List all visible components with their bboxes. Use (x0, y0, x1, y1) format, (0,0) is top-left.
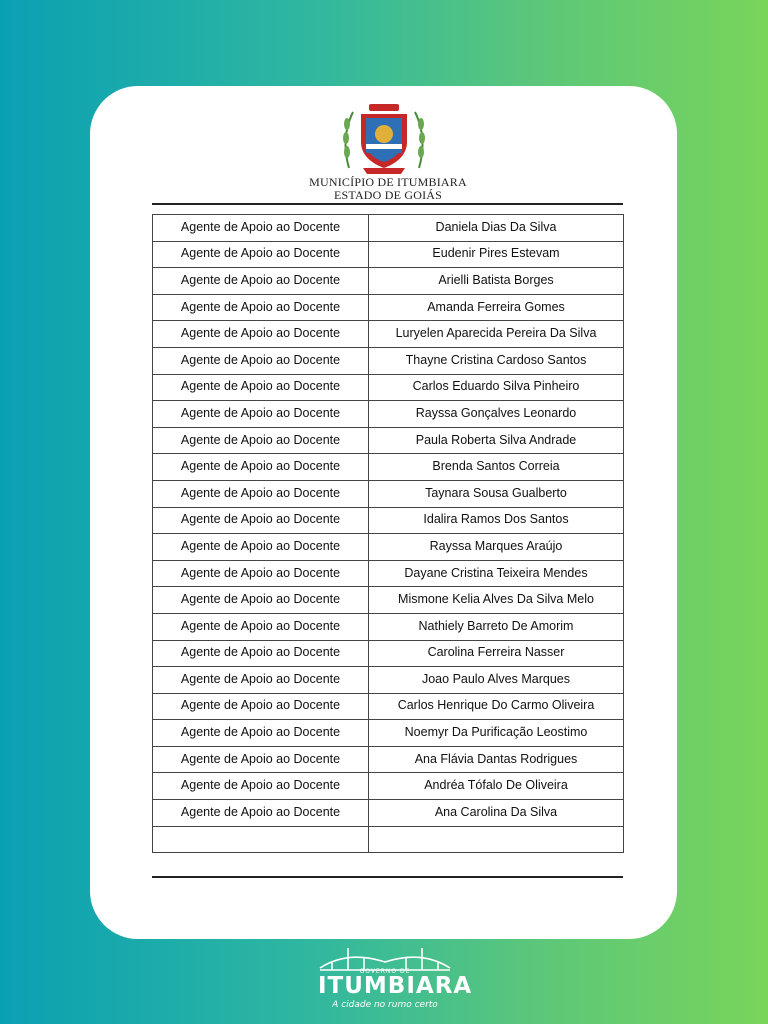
municipality-name: MUNICÍPIO DE ITUMBIARA (309, 175, 467, 189)
staff-table (152, 214, 624, 853)
role-cell: Agente de Apoio ao Docente (153, 560, 369, 587)
table-row (153, 401, 624, 428)
role-cell: Agente de Apoio ao Docente (153, 773, 369, 800)
empty-table-row (153, 826, 624, 852)
municipality-heading (152, 176, 624, 202)
table-row (153, 507, 624, 534)
table-row (153, 613, 624, 640)
role-cell: Agente de Apoio ao Docente (153, 480, 369, 507)
table-row (153, 534, 624, 561)
role-cell: Agente de Apoio ao Docente (153, 215, 369, 242)
role-cell: Agente de Apoio ao Docente (153, 587, 369, 614)
name-cell: Nathiely Barreto De Amorim (369, 613, 624, 640)
table-row (153, 427, 624, 454)
name-cell: Andréa Tófalo De Oliveira (369, 773, 624, 800)
name-cell: Eudenir Pires Estevam (369, 241, 624, 268)
footer-divider (152, 876, 623, 878)
name-cell: Paula Roberta Silva Andrade (369, 427, 624, 454)
empty-cell (369, 826, 624, 852)
name-cell: Luryelen Aparecida Pereira Da Silva (369, 321, 624, 348)
table-row (153, 241, 624, 268)
table-row (153, 693, 624, 720)
name-cell: Carlos Eduardo Silva Pinheiro (369, 374, 624, 401)
role-cell: Agente de Apoio ao Docente (153, 746, 369, 773)
name-cell: Noemyr Da Purificação Leostimo (369, 720, 624, 747)
table-row (153, 640, 624, 667)
table-row (153, 773, 624, 800)
table-row (153, 294, 624, 321)
role-cell: Agente de Apoio ao Docente (153, 800, 369, 827)
footer-top-text: GOVERNO DE (359, 968, 411, 975)
role-cell: Agente de Apoio ao Docente (153, 454, 369, 481)
table-row (153, 321, 624, 348)
name-cell: Rayssa Gonçalves Leonardo (369, 401, 624, 428)
name-cell: Rayssa Marques Araújo (369, 534, 624, 561)
table-row (153, 374, 624, 401)
table-row (153, 268, 624, 295)
name-cell: Idalira Ramos Dos Santos (369, 507, 624, 534)
name-cell: Joao Paulo Alves Marques (369, 667, 624, 694)
role-cell: Agente de Apoio ao Docente (153, 507, 369, 534)
name-cell: Carolina Ferreira Nasser (369, 640, 624, 667)
role-cell: Agente de Apoio ao Docente (153, 693, 369, 720)
role-cell: Agente de Apoio ao Docente (153, 613, 369, 640)
role-cell: Agente de Apoio ao Docente (153, 374, 369, 401)
role-cell: Agente de Apoio ao Docente (153, 640, 369, 667)
role-cell: Agente de Apoio ao Docente (153, 268, 369, 295)
name-cell: Brenda Santos Correia (369, 454, 624, 481)
coat-of-arms-icon (335, 98, 433, 176)
empty-cell (153, 826, 369, 852)
name-cell: Ana Carolina Da Silva (369, 800, 624, 827)
table-row (153, 800, 624, 827)
name-cell: Thayne Cristina Cardoso Santos (369, 347, 624, 374)
name-cell: Ana Flávia Dantas Rodrigues (369, 746, 624, 773)
table-row (153, 560, 624, 587)
table-row (153, 667, 624, 694)
table-row (153, 454, 624, 481)
footer-brand: ITUMBIARA (318, 973, 473, 999)
role-cell: Agente de Apoio ao Docente (153, 401, 369, 428)
role-cell: Agente de Apoio ao Docente (153, 667, 369, 694)
role-cell: Agente de Apoio ao Docente (153, 427, 369, 454)
table-row (153, 480, 624, 507)
role-cell: Agente de Apoio ao Docente (153, 534, 369, 561)
header-divider (152, 203, 623, 205)
role-cell: Agente de Apoio ao Docente (153, 720, 369, 747)
name-cell: Carlos Henrique Do Carmo Oliveira (369, 693, 624, 720)
role-cell: Agente de Apoio ao Docente (153, 321, 369, 348)
name-cell: Dayane Cristina Teixeira Mendes (369, 560, 624, 587)
name-cell: Arielli Batista Borges (369, 268, 624, 295)
role-cell: Agente de Apoio ao Docente (153, 347, 369, 374)
table-row (153, 720, 624, 747)
name-cell: Taynara Sousa Gualberto (369, 480, 624, 507)
name-cell: Daniela Dias Da Silva (369, 215, 624, 242)
table-row (153, 347, 624, 374)
state-name: ESTADO DE GOIÁS (333, 188, 443, 202)
role-cell: Agente de Apoio ao Docente (153, 294, 369, 321)
role-cell: Agente de Apoio ao Docente (153, 241, 369, 268)
table-row (153, 215, 624, 242)
name-cell: Mismone Kelia Alves Da Silva Melo (369, 587, 624, 614)
name-cell: Amanda Ferreira Gomes (369, 294, 624, 321)
table-row (153, 587, 624, 614)
footer-tagline: A cidade no rumo certo (332, 1000, 438, 1010)
table-row (153, 746, 624, 773)
